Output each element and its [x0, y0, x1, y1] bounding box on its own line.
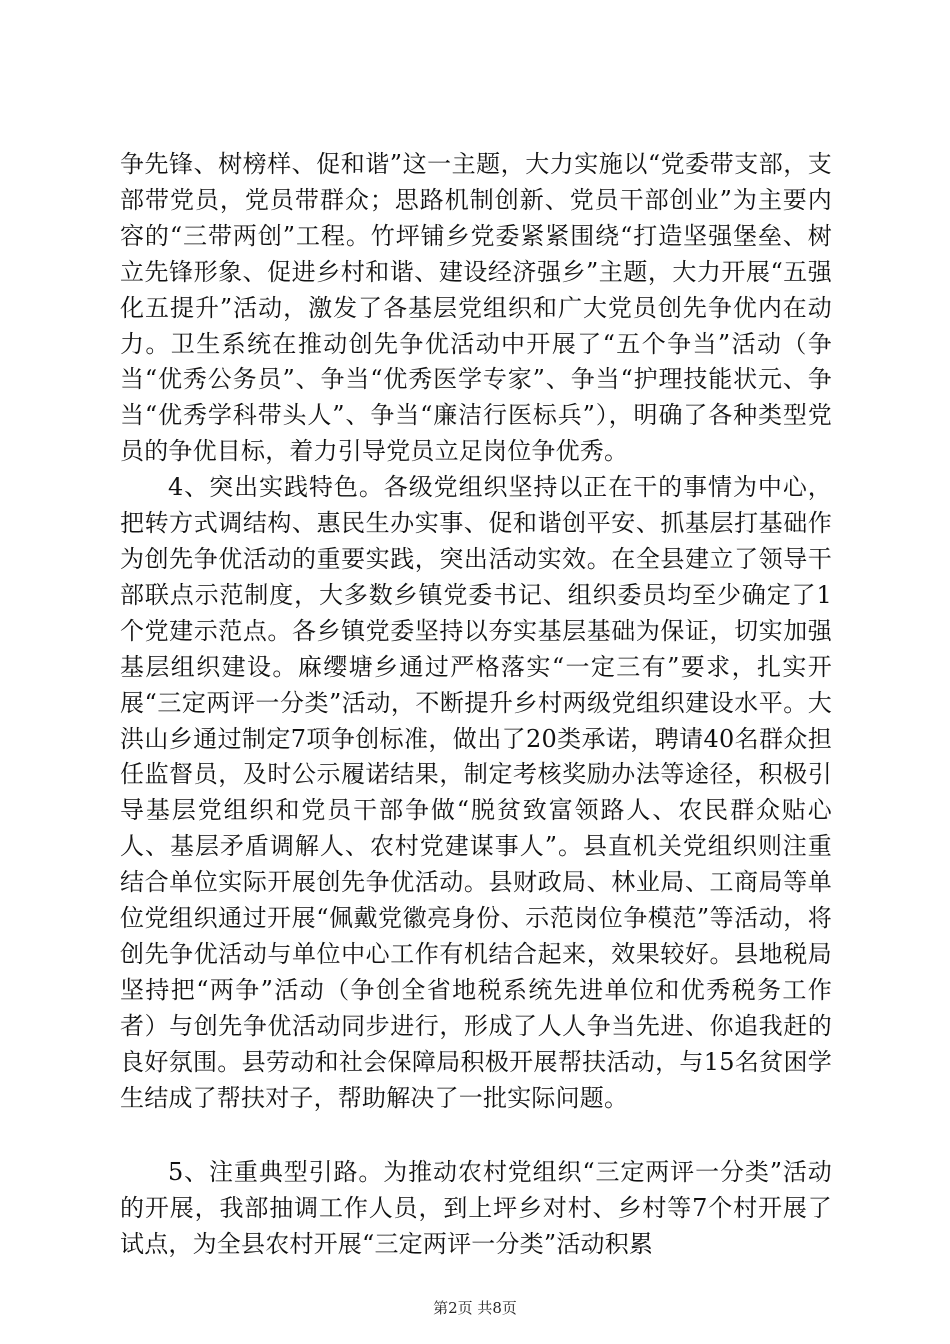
paragraph-item-4: 4、突出实践特色。各级党组织坚持以正在干的事情为中心，把转方式调结构、惠民生办实事、促和谐创平安、抓基层打基础作为创先争优活动的重要实践，突出活动实效。在全县建立了领导干部联点示范制度，大多数乡镇党委书记、组织委员均至少确定了1个党建示范点。各乡镇党委坚持以夯实基层基础为保证，切实加强基层组织建设。麻缨塘乡通过严格落实“一定三有”要求，扎实开展“三定两评一分类”活动，不断提升乡村两级党组织建设水平。大洪山乡通过制定7项争创标准，做出了20类承诺，聘请40名群众担任监督员，及时公示履诺结果，制定考核奖励办法等途径，积极引导基层党组织和党员干部争做“脱贫致富领路人、农民群众贴心人、基层矛盾调解人、农村党建谋事人”。县直机关党组织则注重结合单位实际开展创先争优活动。县财政局、林业局、工商局等单位党组织通过开展“佩戴党徽亮身份、示范岗位争模范”等活动，将创先争优活动与单位中心工作有机结合起来，效果较好。县地税局坚持把“两争”活动（争创全省地税系统先进单位和优秀税务工作者）与创先争优活动同步进行，形成了人人争当先进、你追我赶的良好氛围。县劳动和社会保障局积极开展帮扶活动，与15名贫困学生结成了帮扶对子，帮助解决了一批实际问题。	[120, 473, 832, 1112]
document-body	[120, 147, 832, 1263]
page-number-label: 第2页 共8页	[433, 1299, 517, 1317]
page-footer	[0, 1298, 950, 1318]
paragraph-continuation: 争先锋、树榜样、促和谐”这一主题，大力实施以“党委带支部，支部带党员，党员带群众；思路机制创新、党员干部创业”为主要内容的“三带两创”工程。竹坪铺乡党委紧紧围绕“打造坚强堡垒、树立先锋形象、促进乡村和谐、建设经济强乡”主题，大力开展“五强化五提升”活动，激发了各基层党组织和广大党员创先争优内在动力。卫生系统在推动创先争优活动中开展了“五个争当”活动（争当“优秀公务员”、争当“优秀医学专家”、争当“护理技能状元、争当“优秀学科带头人”、争当“廉洁行医标兵”），明确了各种类型党员的争优目标，着力引导党员立足岗位争优秀。	[120, 150, 832, 466]
paragraph-item-5: 5、注重典型引路。为推动农村党组织“三定两评一分类”活动的开展，我部抽调工作人员，到上坪乡对村、乡村等7个村开展了试点，为全县农村开展“三定两评一分类”活动积累	[120, 1158, 832, 1259]
